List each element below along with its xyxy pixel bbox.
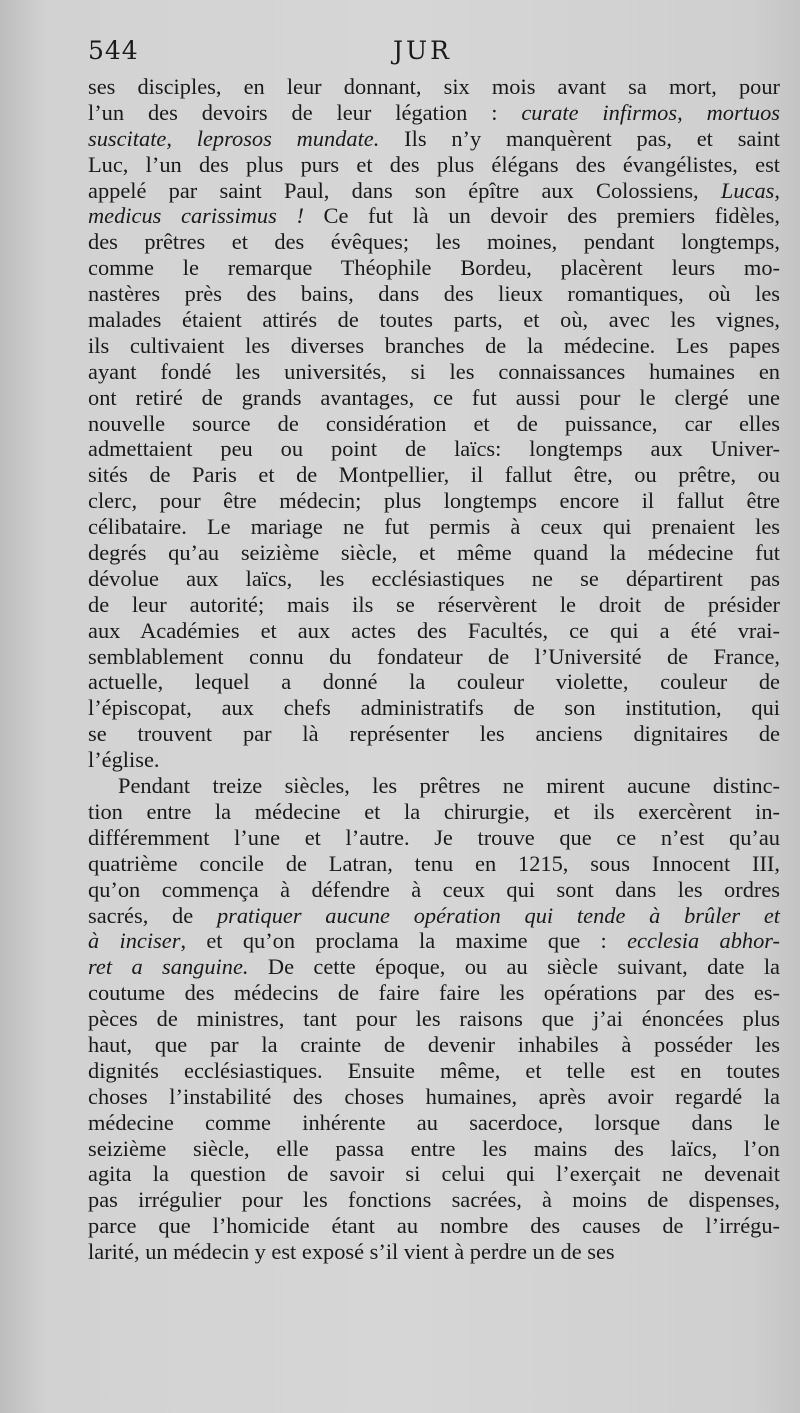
text-run: ,	[774, 177, 780, 203]
text-line	[88, 903, 780, 929]
text-run: Luc, l’un des plus purs et des plus élégans des évangélistes, est	[88, 151, 780, 177]
text-line	[88, 1187, 780, 1213]
text-line	[88, 954, 780, 980]
text-line	[88, 540, 780, 566]
text-line	[88, 385, 780, 411]
text-run: agita la question de savoir si celui qui l’exerçait ne devenait	[88, 1161, 780, 1187]
text-line	[88, 825, 780, 851]
text-run: des prêtres et des évêques; les moines, pendant longtemps,	[88, 229, 780, 255]
text-line	[88, 618, 780, 644]
text-line	[88, 255, 780, 281]
text-run: actuelle, lequel a donné la couleur violette, couleur de	[88, 669, 780, 695]
text-line	[88, 669, 780, 695]
running-head-title: JUR	[393, 36, 452, 65]
text-run: l’épiscopat, aux chefs administratifs de son institution, qui	[88, 695, 780, 721]
text-line	[88, 152, 780, 178]
text-run: qu’on commença à défendre à ceux qui sont dans les ordres	[88, 876, 780, 902]
italic-text-run: à inciser	[88, 928, 181, 954]
text-run: célibataire. Le mariage ne fut permis à ceux qui prenaient les	[88, 514, 780, 540]
text-run: semblablement connu du fondateur de l’Université de France,	[88, 643, 780, 669]
italic-text-run: ecclesia abhor-	[627, 928, 781, 954]
text-line	[88, 566, 780, 592]
text-line	[88, 126, 780, 152]
text-run: seizième siècle, elle passa entre les mains des laïcs, l’on	[88, 1135, 780, 1161]
text-line	[88, 1084, 780, 1110]
text-line	[88, 773, 780, 799]
text-run: , et qu’on proclama la maxime que :	[180, 928, 628, 954]
text-line	[88, 721, 780, 747]
text-line	[88, 928, 780, 954]
text-run: dignités ecclésiastiques. Ensuite même, et telle est en toutes	[88, 1057, 780, 1083]
text-line	[88, 178, 780, 204]
text-line	[88, 1110, 780, 1136]
text-line	[88, 1006, 780, 1032]
text-run: médecine comme inhérente au sacerdoce, lorsque dans le	[88, 1109, 780, 1135]
text-line	[88, 851, 780, 877]
text-line	[88, 74, 780, 100]
text-line	[88, 229, 780, 255]
text-line	[88, 877, 780, 903]
page-number: 544	[88, 36, 139, 65]
text-line	[88, 411, 780, 437]
text-run: malades étaient attirés de toutes parts, et où, avec les vignes,	[88, 307, 780, 333]
italic-text-run: medicus carissimus !	[88, 203, 304, 229]
text-run: pèces de ministres, tant pour les raisons que j’ai énoncées plus	[88, 1006, 780, 1032]
text-run: admettaient peu ou point de laïcs: longtemps aux Univer-	[88, 436, 780, 462]
text-run: clerc, pour être médecin; plus longtemps encore il fallut être	[88, 488, 780, 514]
italic-text-run: pratiquer aucune opération qui tende à brûler et	[216, 902, 780, 928]
text-run: de leur autorité; mais ils se réservèrent le droit de présider	[88, 591, 780, 617]
text-line	[88, 695, 780, 721]
text-line	[88, 799, 780, 825]
text-run: l’église.	[88, 747, 160, 773]
italic-text-run: ret a sanguine.	[88, 954, 249, 980]
text-run: ,	[677, 99, 707, 125]
text-line	[88, 203, 780, 229]
text-run: Ce fut là un devoir des premiers fidèles,	[303, 203, 780, 229]
text-run: ont retiré de grands avantages, ce fut aussi pour le clergé une	[88, 384, 780, 410]
text-line	[88, 100, 780, 126]
running-head	[88, 36, 760, 72]
text-line	[88, 514, 780, 540]
text-line	[88, 488, 780, 514]
text-line	[88, 1239, 780, 1265]
body-text	[88, 74, 780, 1265]
text-run: ils cultivaient les diverses branches de la médecine. Les papes	[88, 332, 780, 358]
text-run: Pendant treize siècles, les prêtres ne mirent aucune distinc-	[118, 773, 780, 799]
text-run: quatrième concile de Latran, tenu en 1215, sous Innocent III,	[88, 850, 780, 876]
text-line	[88, 462, 780, 488]
text-run: aux Académies et aux actes des Facultés, ce qui a été vrai-	[88, 617, 780, 643]
italic-text-run: mortuos	[706, 99, 780, 125]
text-run: comme le remarque Théophile Bordeu, placèrent leurs mo-	[88, 255, 780, 281]
text-line	[88, 1161, 780, 1187]
text-run: pas irrégulier pour les fonctions sacrées, à moins de dispenses,	[88, 1187, 780, 1213]
text-run: tion entre la médecine et la chirurgie, et ils exercèrent in-	[88, 798, 780, 824]
text-line	[88, 644, 780, 670]
text-run: degrés qu’au seizième siècle, et même quand la médecine fut	[88, 540, 780, 566]
text-run: l’un des devoirs de leur légation :	[88, 99, 522, 125]
text-line	[88, 1032, 780, 1058]
text-line	[88, 980, 780, 1006]
text-run: sités de Paris et de Montpellier, il fallut être, ou prêtre, ou	[88, 462, 780, 488]
text-run: appelé par saint Paul, dans son épître aux Colossiens,	[88, 177, 721, 203]
text-line	[88, 281, 780, 307]
text-line	[88, 592, 780, 618]
paragraph	[88, 74, 780, 773]
text-line	[88, 1213, 780, 1239]
text-run: larité, un médecin y est exposé s’il vient à perdre un de ses	[88, 1239, 615, 1265]
text-run: sacrés, de	[88, 902, 217, 928]
text-line	[88, 436, 780, 462]
italic-text-run: suscitate, leprosos mundate.	[88, 125, 380, 151]
text-line	[88, 359, 780, 385]
text-run: De cette époque, ou au siècle suivant, date la	[248, 954, 780, 980]
text-run: différemment l’une et l’autre. Je trouve que ce n’est qu’au	[88, 824, 780, 850]
text-run: nastères près des bains, dans des lieux romantiques, où les	[88, 281, 780, 307]
text-run: parce que l’homicide étant au nombre des causes de l’irrégu-	[88, 1213, 780, 1239]
text-run: nouvelle source de considération et de puissance, car elles	[88, 410, 780, 436]
paragraph	[88, 773, 780, 1265]
text-line	[88, 307, 780, 333]
italic-text-run: Lucas	[720, 177, 775, 203]
text-run: Ils n’y manquèrent pas, et saint	[379, 125, 781, 151]
text-run: coutume des médecins de faire faire les opérations par des es-	[88, 980, 780, 1006]
text-line	[88, 747, 780, 773]
text-line	[88, 333, 780, 359]
text-run: haut, que par la crainte de devenir inhabiles à posséder les	[88, 1031, 780, 1057]
text-line	[88, 1058, 780, 1084]
italic-text-run: curate infirmos	[521, 99, 678, 125]
text-run: se trouvent par là représenter les anciens dignitaires de	[88, 721, 780, 747]
text-run: dévolue aux laïcs, les ecclésiastiques ne se départirent pas	[88, 565, 780, 591]
text-run: choses l’instabilité des choses humaines, après avoir regardé la	[88, 1083, 780, 1109]
text-line	[88, 1136, 780, 1162]
text-run: ayant fondé les universités, si les connaissances humaines en	[88, 358, 780, 384]
text-run: ses disciples, en leur donnant, six mois avant sa mort, pour	[88, 74, 780, 99]
